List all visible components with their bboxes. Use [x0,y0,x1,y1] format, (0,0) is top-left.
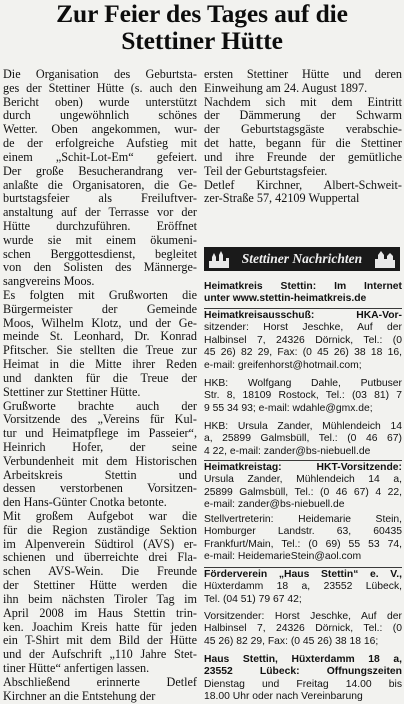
logo-title: Stettiner Nachrichten [241,251,363,266]
article-line: dessen verstorbenen Vorsitzen- [3,482,197,496]
article-line: den Hans-Günter Cnotka betonte. [3,496,167,510]
article-line: schienen und überreichte drei Fla- [3,551,197,565]
article-line: ersten Stettiner Hütte und deren [204,68,402,81]
article-line: ihn beim nächsten Tiroler Tag im [3,592,197,606]
article-line: für die Region zuständige Sektion [3,523,197,537]
article-line: anlaßte die Organisatoren, die Ge- [3,178,197,192]
contact-line: Frankfurt/Main, Tel.: (0 69) 55 53 74, [204,538,402,550]
article-line: Hütte durchzuführen. Eröffnet [3,219,197,233]
article-line: Mit großem Aufgebot war die [3,510,197,523]
contact-vorsitzender [204,611,402,648]
contact-line: sitzender: Horst Jeschke, Auf der [204,322,402,334]
article-line: anstaltung auf der Terrasse vor der [3,206,197,220]
contact-haus-stettin [204,654,402,704]
contact-line: e-mail: zander@bs-niebuell.de [204,499,345,511]
contact-stellvertreterin [204,514,402,564]
contact-line: 23552 Lübeck: Öffnungszeiten [204,666,402,678]
article-line: Es folgten mit Grußworten die [3,289,197,302]
article-line: Wetter. Oben angekommen, wur- [3,123,197,137]
article-line: und der Aufschrift „110 Jahre Stet- [3,648,197,662]
article-line: Der große Besucherandrang ver- [3,164,197,178]
contact-line: Haus Stettin, Hüxterdamm 18 a, [204,654,402,665]
headline [0,0,404,54]
city-skyline-icon [374,249,396,269]
article-line: wurde sie mit einem ökumeni- [3,233,197,247]
article-right-column [204,68,402,206]
article-line: Moos, Wilhelm Klotz, und der Ge- [3,316,197,330]
contact-line: HKB: Ursula Zander, Mühlendeich 14 [204,421,402,432]
contact-line: 18.00 Uhr oder nach Vereinbarung [204,691,363,703]
article-line: und dankten für die Treue der [3,371,197,385]
contact-hkb-dahle [204,378,402,415]
contact-line: a, 25899 Galmsbüll, Tel.: (0 46 67) [204,433,402,445]
contact-line: Str. 8, 18109 Rostock, Tel.: (03 81) 7 [204,390,402,402]
article-line: meinde St. Leonhard, Dr. Konrad [3,330,197,344]
contact-line: Hüxterdamm 18 a, 23552 Lübeck, [204,581,402,593]
article-line: durch ungewöhnlich schönes [3,109,197,123]
article-line: burtstagsfeier als Freiluftver- [3,192,197,206]
article-line: schen AVS-Wein. Die Freunde [3,565,197,579]
article-line: Grußworte brachte auch der [3,399,197,413]
article-line: ken. Joachim Kreis hatte für jeden [3,620,197,634]
contact-line: Dienstag und Freitag 14.00 bis [204,678,402,690]
contact-line: 25899 Galmsbüll, Tel.: (0 46 67) 4 22, [204,486,402,498]
article-line: Vorsitzende des „Vereins für Kul- [3,413,197,427]
article-line: der Stettiner Hütte werden die [3,579,197,593]
article-line: Bericht oben) wurde unterstützt [3,95,197,109]
contact-line: Heimatkreis Stettin: Im Internet [204,281,402,292]
contact-line: 9 55 34 93; e-mail: wdahle@gmx.de; [204,402,373,414]
article-line: tur und Heimatpflege im Passeier“, [3,427,197,441]
contact-line: Tel. (04 51) 79 67 42; [204,593,302,605]
article-line: Kirchner an die Entstehung der [3,689,156,703]
article-line: April 2008 im Haus Stettin trin- [3,606,197,620]
article-line: Bürgermeister der Gemeinde [3,302,197,316]
contact-line: HKB: Wolfgang Dahle, Putbuser [204,378,402,389]
headline-line: Stettiner Hütte [121,26,283,55]
contact-foerderverein [204,569,402,606]
contact-line: Förderverein „Haus Stettin“ e. V., [204,569,402,580]
article-line: Detlef Kirchner, Albert-Schweit- [204,178,402,192]
article-line: einem „Schit-Lot-Em“ gefeiert. [3,150,197,164]
article-line: Teil der Geburtstagsfeier. [204,164,328,178]
article-line: de der erfolgreiche Aufstieg mit [3,137,197,151]
divider [204,567,402,568]
article-line: Abschließend erinnerte Detlef [3,675,197,689]
stettiner-nachrichten-logo [204,247,400,271]
article-line: Heimat in die Mitte ihrer Reden [3,358,197,372]
article-line: Nachdem sich mit dem Eintritt [204,95,402,109]
article-line: Arbeitskreis Stettin und [3,468,197,482]
article-line: ein T-Shirt mit dem Bild der Hütte [3,634,197,648]
contact-line: Heimatkreisausschuß: HKA-Vor- [204,310,402,321]
contact-line: unter www.stettin-heimatkreis.de [204,293,367,305]
contact-ausschuss [204,310,402,372]
contact-line: Halbinsel 7, 24326 Dörnick, Tel.: (0 [204,334,402,346]
article-line: Heinrich Hofer, der seine [3,440,197,454]
article-line: und ihre Freunde der gemütliche [204,150,402,164]
article-line: Verbundenheit mit dem Historischen [3,454,197,468]
article-line: Einweihung am 24. August 1897. [204,81,368,95]
contact-line: Ursula Zander, Mühlendeich 14 a, [204,474,402,486]
article-line: Stettiner zur Stettiner Hütte. [3,385,141,399]
contact-line: 45 26) 82 29, Fax: (0 45 26) 38 18 16; [204,635,379,647]
article-line: von den Solisten des Männerge- [3,261,197,275]
contact-line: Heimatkreistag: HKT-Vorsitzende: [204,462,402,473]
article-line: zer-Straße 57, 42109 Wuppertal [204,192,360,206]
article-line: det hatte, begann für die Stettiner [204,137,402,151]
headline-line: Zur Feier des Tages auf die [56,0,348,28]
contact-line: Homburger Landstr. 63, 60435 [204,526,402,538]
article-line: Pfitscher. Sie stellten die Treue zur [3,344,197,358]
contact-line: e-mail: greifenhorst@hotmail.com; [204,359,362,371]
divider [204,460,402,461]
article-line: im Alpenverein Südtirol (AVS) er- [3,537,197,551]
article-line: der Geburtstagsgäste verabschie- [204,123,402,137]
contact-line: Halbinsel 7, 24326 Dörnick, Tel.: (0 [204,623,402,635]
article-left-column [3,68,197,703]
article-line: tiner Hütte“ anfertigen lassen. [3,661,150,675]
contact-line: 45 26) 82 29, Fax: (0 45 26) 38 18 16, [204,347,402,359]
article-line: ges der Stettiner Hütte (s. auch den [3,81,197,95]
contact-heimatkreis [204,281,402,306]
article-line: Die Organisation des Geburtsta- [3,68,197,81]
article-line: schen Berggottesdienst, begleitet [3,247,197,261]
article-line: sangvereins Moos. [3,275,95,289]
city-skyline-icon [208,249,230,269]
contact-line: Vorsitzender: Horst Jeschke, Auf der [204,611,402,622]
contact-line: 4 22, e-mail: zander@bs-niebuell.de [204,445,371,457]
divider [204,308,402,309]
contact-hkb-zander [204,421,402,458]
contact-heimatkreistag [204,462,402,512]
article-line: der Dämmerung der Schwarm [204,109,402,123]
contact-line: e-mail: HeidemarieStein@aol.com [204,551,362,563]
contact-line: Stellvertreterin: Heidemarie Stein, [204,514,402,525]
